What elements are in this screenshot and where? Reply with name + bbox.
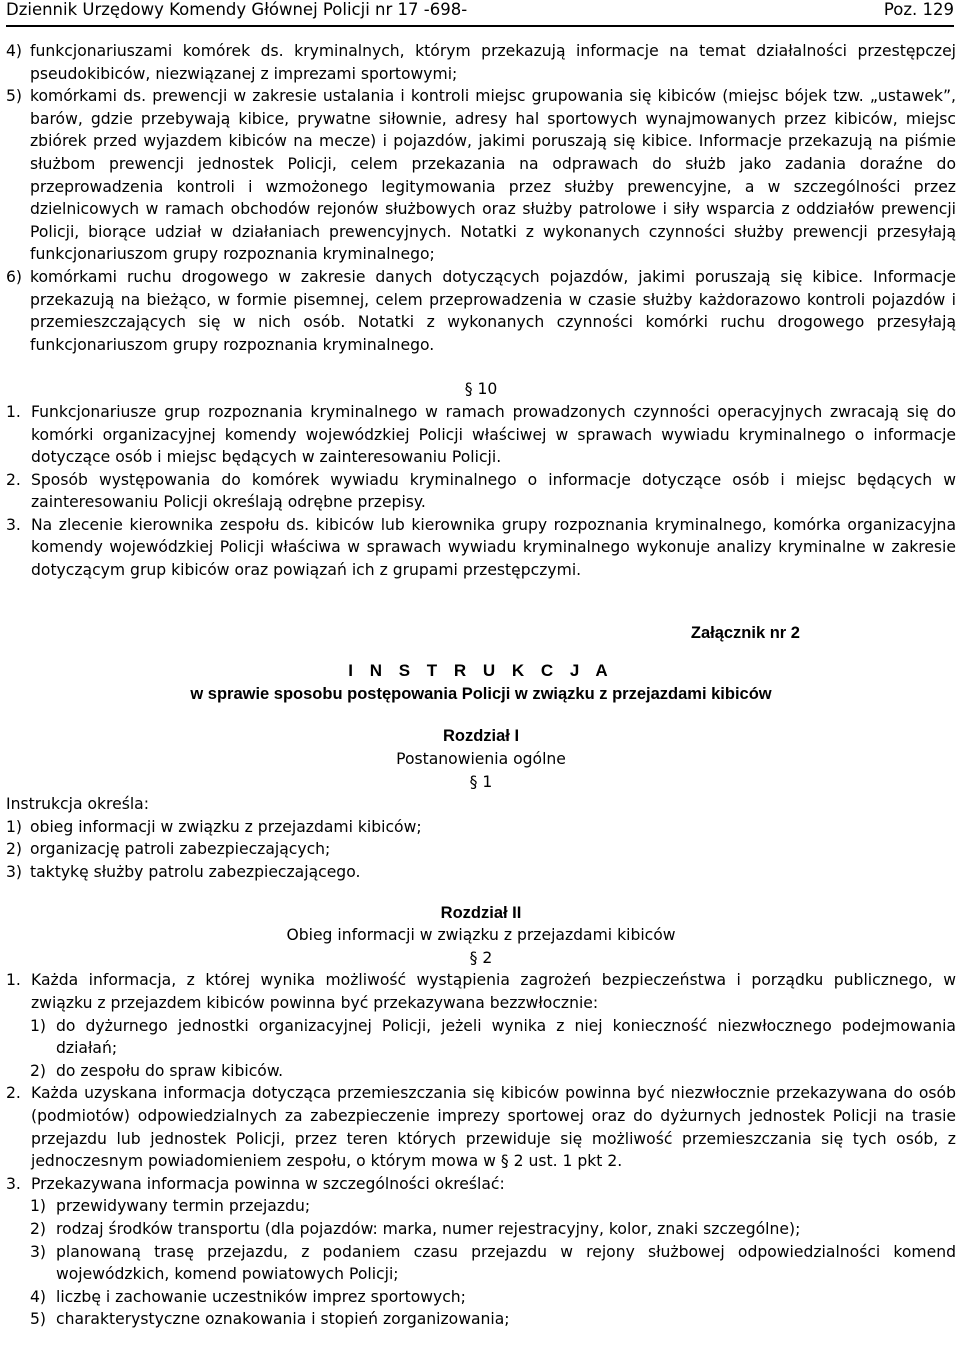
header-journal-title: Dziennik Urzędowy Komendy Głównej Policji nr 17 -698-: [6, 0, 468, 19]
item-number: 6): [6, 267, 23, 286]
item-number: 4): [6, 42, 23, 60]
list-item: [6, 266, 956, 356]
paragraph-2-heading: § 2: [469, 948, 493, 967]
chapter-1-name: Postanowienia ogólne: [396, 750, 566, 769]
list-item: [6, 469, 956, 514]
item-number: 2): [30, 1219, 47, 1238]
chapter-2-name: Obieg informacji w związku z przejazdami kibiców: [286, 926, 676, 945]
item-number: 1): [30, 1016, 47, 1035]
item-number: 5): [30, 1310, 47, 1329]
list-item: [6, 1173, 956, 1196]
instruction-title: I N S T R U K C J A: [348, 661, 614, 681]
item-number: 2.: [6, 470, 21, 489]
document-body: [6, 40, 956, 1331]
item-text: Każda informacja, z której wynika możliwość wystąpienia zagrożeń bezpieczeństwa i porządku publicznego, w związku z przejazdem kibiców powinna być przekazywana bezzwłocznie:: [31, 971, 956, 1012]
item-number: 3.: [6, 515, 21, 534]
item-text: Funkcjonariusze grup rozpoznania kryminalnego w ramach prowadzonych czynności operacyjnych zwracają się do komórki organizacyjnej komendy wojewódzkiej Policji właściwej w sprawach wywiadu kryminalnego o informacje dotyczące osób i miejsc będących w zainteresowaniu Policji.: [31, 402, 956, 467]
list-item: [30, 1195, 956, 1218]
page-header: [6, 0, 954, 22]
item-text: komórkami ruchu drogowego w zakresie danych dotyczących pojazdów, jakimi poruszają się kibice. Informacje przekazują na bieżąco, w formie pisemnej, celem przeprowadzenia w czasie służby każdorazowo kontroli pojazdów i przemieszczających się w nich osób. Notatki z wykonanych czynności komórki ruchu drogowego przesyłają funkcjonariuszom grupy rozpoznania kryminalnego.: [30, 267, 956, 354]
item-text: charakterystyczne oznakowania i stopień zorganizowania;: [56, 1310, 510, 1329]
instruction-subtitle: w sprawie sposobu postępowania Policji w związku z przejazdami kibiców: [190, 684, 772, 703]
item-text: Sposób występowania do komórek wywiadu kryminalnego o informacje dotyczące osób i miejsc będących w zainteresowaniu Policji określają odrębne przepisy.: [31, 470, 956, 512]
item-text: Przekazywana informacja powinna w szczególności określać:: [31, 1174, 505, 1193]
item-number: 1): [6, 817, 23, 836]
item-text: przewidywany termin przejazdu;: [56, 1197, 311, 1216]
item-text: Każda uzyskana informacja dotycząca przemieszczania się kibiców powinna być niezwłocznie przekazywana do osób (podmiotów) odpowiedzialnych za zabezpieczenie imprezy sportowej oraz do dyżurnych jednostek Policji na trasie przejazdu lub jednostek Policji, przez teren których przewiduje się możliwość przemieszczania się tych osób, z jednoczesnym powiadomieniem zespołu, o którym mowa w § 2 ust. 1 pkt 2.: [31, 1084, 956, 1171]
item-text: obieg informacji w związku z przejazdami kibiców;: [30, 817, 422, 836]
list-item: [6, 861, 956, 884]
list-item: [30, 1286, 956, 1309]
list-item: [30, 1308, 956, 1331]
chapter-2-title: Rozdział II: [440, 903, 522, 922]
item-text: Na zlecenie kierownika zespołu ds. kibiców lub kierownika grupy rozpoznania kryminalnego, komórka organizacyjna komendy wojewódzkiej Policji właściwa w sprawach wywiadu kryminalnego wykonuje analizy kryminalne w zakresie dotyczącym grup kibiców oraz powiązań ich z grupami przestępczymi.: [31, 515, 956, 580]
list-item: [6, 838, 956, 861]
paragraph-1-heading: § 1: [469, 772, 493, 791]
item-number: 3.: [6, 1174, 21, 1193]
intro-text: Instrukcja określa:: [6, 795, 149, 814]
item-number: 1.: [6, 402, 21, 421]
item-text: komórkami ds. prewencji w zakresie ustalania i kontroli miejsc grupowania się kibiców (miejsc bójek tzw. „ustawek”, barów, gdzie przebywają kibice, prywatne siłownie, adresy hal sportowych wynajmowanych przez kibiców, miejsc zbiórek przed wyjazdem kibiców na mecze) i pojazdów, jakimi poruszają się kibice. Informacje przekazują na piśmie służbom prewencji jednostek Policji, celem przekazania na odprawach do służb jako zadania doraźne do przeprowadzenia kontroli i wzmożonego legitymowania przez służby prewencyjne, a w szczególności przez dzielnicowych w ramach obchodów rejonów służbowych oraz służby patrolowe i siły wsparcia z oddziałów prewencji Policji, biorące udział w działaniach prewencyjnych. Notatki z wykonanych czynności służby prewencji przesyłają funkcjonariuszom grupy rozpoznania kryminalnego;: [30, 87, 956, 264]
item-number: 5): [6, 87, 23, 106]
list-item: [30, 1218, 956, 1241]
list-item: [6, 85, 956, 266]
item-number: 2.: [6, 1084, 21, 1103]
list-item: [6, 40, 956, 85]
sub-list: [30, 1195, 956, 1331]
list-item: [6, 514, 956, 582]
item-text: organizację patroli zabezpieczających;: [30, 840, 331, 859]
list-item: [30, 1060, 956, 1083]
item-number: 4): [30, 1287, 47, 1306]
item-number: 1.: [6, 971, 21, 990]
item-number: 2): [30, 1061, 47, 1080]
item-number: 3): [6, 863, 23, 881]
item-text: do zespołu do spraw kibiców.: [56, 1061, 284, 1080]
annex-label: Załącznik nr 2: [690, 623, 800, 642]
item-text: liczbę i zachowanie uczestników imprez sportowych;: [56, 1287, 466, 1306]
list-item: [6, 969, 956, 1014]
item-text: funkcjonariuszami komórek ds. kryminalnych, którym przekazują informacje na temat działalności przestępczej pseudokibiców, niezwiązanej z imprezami sportowymi;: [30, 42, 956, 83]
item-text: do dyżurnego jednostki organizacyjnej Policji, jeżeli wynika z niej konieczność niezwłocznego podejmowania działań;: [56, 1016, 956, 1058]
list-item: [30, 1241, 956, 1286]
list-item: [30, 1015, 956, 1060]
paragraph-10-heading: § 10: [464, 380, 498, 399]
item-number: 2): [6, 840, 23, 859]
chapter-1-title: Rozdział I: [442, 727, 520, 746]
item-text: rodzaj środków transportu (dla pojazdów: marka, numer rejestracyjny, kolor, znaki szczególne);: [56, 1219, 801, 1238]
item-text: planowaną trasę przejazdu, z podaniem czasu przejazdu w rejony służbowej odpowiedzialności komend wojewódzkich, komend powiatowych Policji;: [56, 1242, 956, 1284]
item-number: 1): [30, 1197, 47, 1216]
sub-list: [30, 1015, 956, 1083]
list-item: [6, 816, 956, 839]
item-text: taktykę służby patrolu zabezpieczającego.: [30, 863, 361, 881]
header-divider: [6, 25, 954, 27]
list-item: [6, 1082, 956, 1172]
list-item: [6, 401, 956, 469]
header-position: Poz. 129: [883, 0, 954, 19]
item-number: 3): [30, 1242, 47, 1261]
